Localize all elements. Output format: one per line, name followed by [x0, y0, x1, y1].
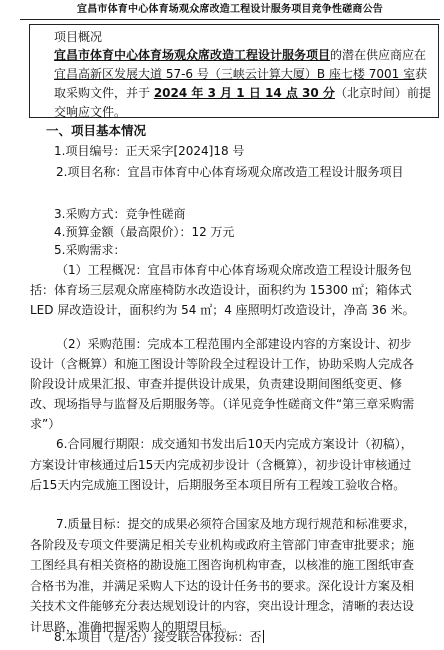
item-contract-period: 6.合同履行期限：成交通知书发出后10天内完成方案设计（初稿），方案设计审核通过后15天内完成初步设计（含概算），初步设计审核通过后15天内完成施工图设计，后期服务至本项目所有工程竣工验收合格。 — [30, 437, 413, 492]
item-procurement-method: 3.采购方式：竞争性磋商 — [54, 207, 186, 221]
overview-text-part2: 获取采购文件，并于 — [54, 67, 428, 100]
overview-deadline: 2024 年 3 月 1 日 14 点 30 分 — [153, 86, 335, 100]
overview-text — [54, 46, 436, 122]
overview-project-name: 宜昌市体育中心体育场观众席改造工程设计服务项目 — [54, 48, 331, 62]
item-consortium — [54, 628, 264, 646]
item-consortium-text: 8.本项目（是/否）接受联合体投标：否 — [54, 630, 262, 644]
item-requirements: 5.采购需求： — [54, 243, 126, 257]
overview-text-part1: 的潜在供应商应在 — [330, 48, 427, 62]
requirement-project-overview: （1）工程概况：宜昌市体育中心体育场观众席改造工程设计服务包括：体育场三层观众席座椅防水改造设计，面积约为 15300 ㎡；箱体式 LED 屏改造设计，面积约为 54 ㎡；4 座照明灯改造设计，净高 36 米。 — [30, 263, 415, 317]
item-budget: 4.预算金额（最高限价）：12 万元 — [54, 225, 235, 239]
page-header: 宜昌市体育中心体育场观众席改造工程设计服务项目竞争性磋商公告 — [20, 0, 440, 20]
overview-address: 宜昌高新区发展大道 57-6 号（三峡云计算大厦）B 座七楼 7001 室 — [54, 67, 416, 81]
overview-text-part3: （北京时间）前提交响应文件。 — [54, 86, 431, 119]
project-overview-box — [29, 24, 439, 118]
requirement-scope: （2）采购范围：完成本工程范围内全部建设内容的方案设计、初步设计（含概算）和施工图设计等阶段全过程设计工作，协助采购人完成各阶段设计成果汇报、审查并提供设计成果，负责建设期间图纸变更、修改、现场指导与监督及后期服务等。（详见竞争性磋商文件“第三章采购需求”） — [30, 337, 415, 431]
overview-title: 项目概况 — [54, 30, 103, 44]
item-project-number: 1.项目编号：正天采字[2024]18 号 — [54, 144, 245, 158]
text-cursor — [263, 630, 264, 643]
section-heading: 一、项目基本情况 — [46, 123, 147, 138]
item-quality-target: 7.质量目标：提交的成果必须符合国家及地方现行规范和标准要求，各阶段及专项文件要满足相关专业机构或政府主管部门审查审批要求；施工图经具有相关资格的勘设施工图咨询机构审查，以核准的施工图纸审查合格书为准，并满足采购人下达的设计任务书的要求。深化设计方案及相关技术文件能够充分表达规划设计的内容，突出设计理念，清晰的表达设计思路，准确把握采购人的期望目标。 — [30, 517, 416, 634]
item-project-name: 2.项目名称：宜昌市体育中心体育场观众席改造工程设计服务项目 — [56, 165, 404, 179]
